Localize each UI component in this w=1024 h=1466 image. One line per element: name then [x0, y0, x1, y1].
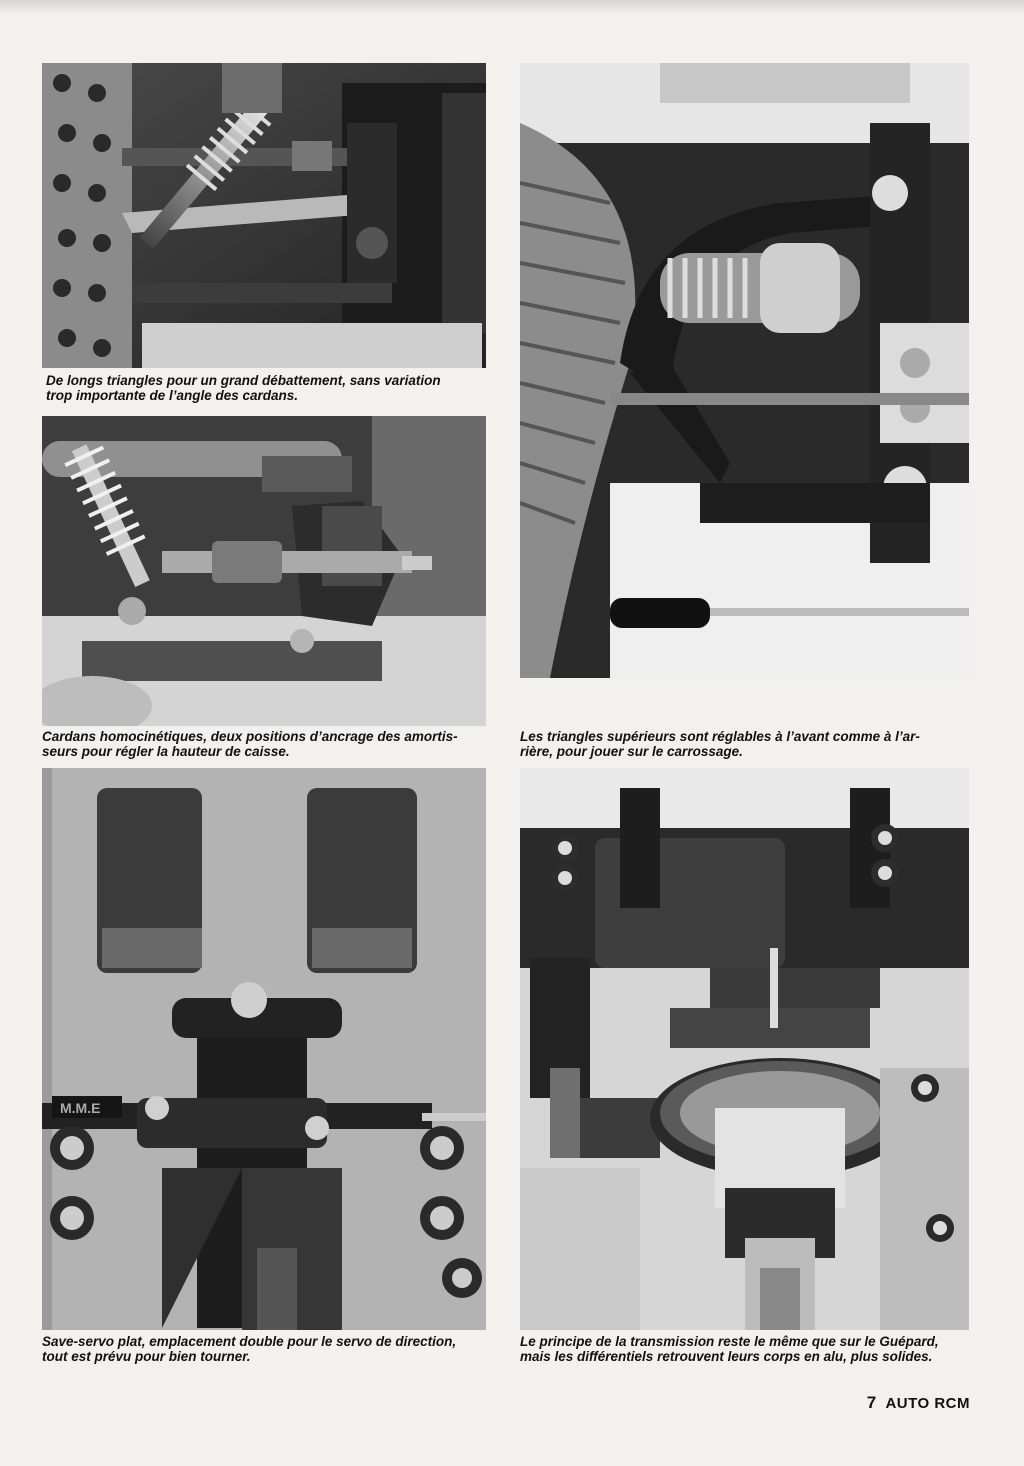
page-top-edge [0, 0, 1024, 14]
caption-line: seurs pour régler la hauteur de caisse. [42, 744, 290, 759]
caption-servo-saver [42, 1334, 487, 1364]
caption-line: trop importante de l’angle des cardans. [46, 388, 299, 403]
caption-rear-suspension [46, 373, 487, 403]
photo-cv-joints [42, 416, 486, 726]
caption-differential [520, 1334, 968, 1364]
page-number: 7 [866, 1393, 877, 1412]
publication-name: AUTO RCM [885, 1395, 970, 1412]
caption-line: Save-servo plat, emplacement double pour le servo de direction, [42, 1334, 457, 1349]
photo-differential [520, 768, 969, 1330]
photo-rear-suspension [42, 63, 486, 368]
caption-front-upper-arms [520, 729, 970, 759]
photo-servo-saver [42, 768, 486, 1330]
page-folio [867, 1393, 970, 1413]
caption-line: Le principe de la transmission reste le même que sur le Guépard, [520, 1334, 939, 1349]
photo-front-upper-arms [520, 63, 969, 678]
caption-line: Les triangles supérieurs sont réglables à l’avant comme à l’ar- [520, 729, 920, 744]
caption-cv-joints [42, 729, 485, 759]
caption-line: De longs triangles pour un grand débattement, sans variation [46, 373, 441, 388]
caption-line: rière, pour jouer sur le carrossage. [520, 744, 743, 759]
caption-line: mais les différentiels retrouvent leurs corps en alu, plus solides. [520, 1349, 933, 1364]
servo-link-label: M.M.E [60, 1100, 101, 1116]
caption-line: Cardans homocinétiques, deux positions d’ancrage des amortis- [42, 729, 458, 744]
caption-line: tout est prévu pour bien tourner. [42, 1349, 251, 1364]
